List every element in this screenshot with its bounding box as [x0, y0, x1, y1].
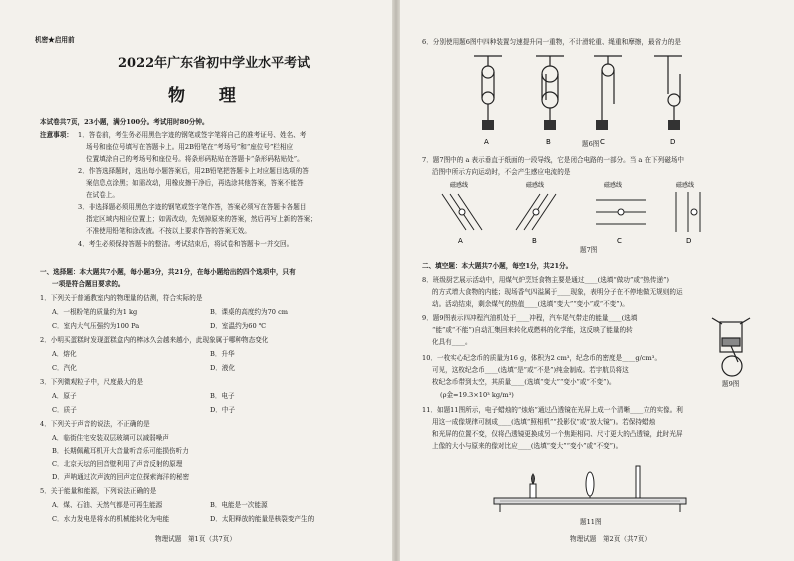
page-footer: 物理试题 第2页（共7页）: [570, 535, 651, 543]
q5-option-b: B．电能是一次能源: [210, 501, 268, 509]
question-10: 10．一枚实心纪念币的质量为16 g，体积为2 cm³，纪念币的密度是____g/cm³。: [422, 354, 662, 362]
page-1: [0, 0, 392, 561]
q1-option-b: B．课桌的高度约为70 cm: [210, 308, 289, 316]
question-2: 2．小明买蛋糕时发现蛋糕盒内的棒冰久会越来越小，此现象属于哪种物态变化: [40, 336, 269, 344]
question-4: 4．下列关于声音的说法，不正确的是: [40, 420, 150, 428]
page-2: [400, 0, 794, 561]
note-line: 位置填涂自己的考场号和座位号。将条形码粘贴在答题卡“条形码粘贴处”。: [86, 155, 304, 163]
question-10-cont: 枚纪念币带到太空，其质量____(选填“变大”“变小”或“不变”)。: [432, 378, 616, 386]
fig7-field-label: 磁感线: [676, 182, 695, 189]
question-10-cont: 可见，这枚纪念币____(选填“是”或“不是”)纯金制成。若宇航员将这: [432, 366, 629, 374]
question-7: 7．题7图中的 a 表示垂直于纸面的一段导线，它是闭合电路的一部分。当 a 在下列磁场中: [422, 156, 685, 164]
q4-option-b: B．长期佩戴耳机开大音量听音乐可能损伤听力: [52, 447, 189, 455]
question-1: 1．下列关于普通教室内的物理量的估测，符合实际的是: [40, 294, 203, 302]
exam-info: 本试卷共7页，23小题，满分100分。考试用时80分钟。: [40, 118, 209, 126]
fig11-caption: 题11图: [580, 518, 602, 526]
figure-6-pulleys: [460, 52, 720, 148]
q3-option-a: A．原子: [52, 392, 77, 400]
question-3: 3．下列微观粒子中，尺度最大的是: [40, 378, 144, 386]
note-line: 1．答卷前，考生务必用黑色字迹的钢笔或签字笔将自己的准考证号、姓名、考: [78, 131, 307, 139]
q4-option-c: C．北京天坛的回音壁利用了声音反射的原理: [52, 460, 183, 468]
q3-option-c: C．质子: [52, 406, 77, 414]
figure-7-magnetic-fields: [436, 180, 736, 246]
note-line: 案信息点涂黑；如需改动，用橡皮擦干净后，再选涂其他答案，答案不能答: [86, 179, 304, 187]
question-6: 6．分别使用题6图中四种装置匀速提升同一重物，不计滑轮重、绳重和摩擦，最省力的是: [422, 38, 681, 46]
fig6-label-d: D: [670, 138, 676, 146]
note-line: 3．非选择题必须用黑色字迹的钢笔或签字笔作答，答案必须写在答题卡各题目: [78, 203, 307, 211]
fig7-label-a: A: [458, 237, 463, 245]
question-8: 8．班级厨艺展示活动中，用煤气炉烹饪食物主要是通过____(选填“做功”或“热传递”): [422, 276, 670, 284]
q1-option-d: D．室温约为60 ℃: [210, 322, 267, 330]
q3-option-d: D．中子: [210, 406, 236, 414]
q2-option-a: A．熔化: [52, 350, 77, 358]
q2-option-c: C．汽化: [52, 364, 77, 372]
exam-title: 2022年广东省初中学业水平考试: [118, 56, 311, 71]
fig7-label-c: C: [617, 237, 622, 245]
note-line: 不准使用铅笔和涂改液。不按以上要求作答的答案无效。: [86, 227, 251, 235]
subject-title: 物 理: [168, 86, 250, 106]
question-7-cont: 沿图中所示方向运动时，不会产生感应电流的是: [432, 168, 571, 176]
notes-label: 注意事项：: [40, 131, 73, 139]
section2-heading: 二、填空题：本大题共7小题，每空1分，共21分。: [422, 262, 573, 270]
question-9: 9．题9图表示四冲程汽油机处于____冲程，汽车尾气带走的能量____(选填: [422, 314, 638, 322]
fig6-label-a: A: [484, 138, 489, 146]
fig7-label-b: B: [532, 237, 537, 245]
fig7-label-d: D: [686, 237, 692, 245]
q2-option-b: B．升华: [210, 350, 235, 358]
question-9-cont: “能”或“不能”)自动汇集回来转化成燃料的化学能，这反映了能量的转: [432, 326, 633, 334]
question-8-cont: 的方式增大食物的内能；现场香气四溢属于____现象，表明分子在不停地做无规则的运: [432, 288, 683, 296]
q4-option-d: D．声呐通过次声波的回声定位探索海洋的秘密: [52, 473, 190, 481]
figure-11-optical-bench: [490, 454, 690, 516]
note-line: 指定区域内相应位置上；如需改动，先划掉原来的答案，然后再写上新的答案；: [86, 215, 317, 223]
note-line: 在试卷上。: [86, 191, 119, 199]
section1-heading-cont: 一项是符合题目要求的。: [52, 280, 125, 288]
note-line: 4．考生必须保持答题卡的整洁。考试结束后，将试卷和答题卡一并交回。: [78, 240, 294, 248]
fig7-field-label: 磁感线: [604, 182, 623, 189]
question-8-cont: 动。活动结束，剩余煤气的热值____(选填“变大”“变小”或“不变”)。: [432, 300, 629, 308]
gold-density: (ρ金=19.3×10³ kg/m³): [440, 391, 514, 399]
fig9-caption: 题9图: [722, 380, 740, 388]
q1-option-c: C．室内大气压强约为100 Pa: [52, 322, 140, 330]
fig7-caption: 题7图: [580, 246, 598, 254]
q5-option-d: D．太阳释放的能量是核裂变产生的: [210, 515, 315, 523]
section1-heading: 一、选择题：本大题共7小题，每小题3分，共21分，在每小题给出的四个选项中，只有: [40, 268, 296, 276]
question-11-cont: 用这一成像规律可制成____(选填“照相机”“投影仪”或“放大镜”)。若保持蜡烛: [432, 418, 656, 426]
q1-option-a: A．一根粉笔的质量约为1 kg: [52, 308, 138, 316]
question-11-cont: 和光屏的位置不变，仅将凸透镜更换成另一个焦距相同、尺寸更大的凸透镜，此时光屏: [432, 430, 683, 438]
fig7-field-label: 磁感线: [450, 182, 469, 189]
question-11: 11．如题11图所示，电子蜡烛的“烛焰”通过凸透镜在光屏上成一个清晰____立的实像。利: [422, 406, 683, 414]
q5-option-a: A．煤、石油、天然气都是可再生能源: [52, 501, 163, 509]
q5-option-c: C．水力发电是将水的机械能转化为电能: [52, 515, 170, 523]
fig6-label-c: C: [600, 138, 605, 146]
fig6-label-b: B: [546, 138, 551, 146]
page-fold: [392, 0, 400, 561]
question-11-cont: 上像的大小与原来的像对比应____(选填“变大”“变小”或“不变”)。: [432, 442, 623, 450]
confidential-mark: 机密★启用前: [35, 36, 75, 44]
fig7-field-label: 磁感线: [526, 182, 545, 189]
q2-option-d: D．液化: [210, 364, 236, 372]
question-9-cont: 化具有____。: [432, 338, 472, 346]
page-footer: 物理试题 第1页（共7页）: [155, 535, 236, 543]
figure-9-engine: [708, 312, 758, 382]
q4-option-a: A．临街住宅安装双层玻璃可以减弱噪声: [52, 434, 169, 442]
fig6-caption: 题6图: [582, 140, 600, 148]
note-line: 2．作答选择题时，选出每小题答案后，用2B铅笔把答题卡上对应题目选项的答: [78, 167, 309, 175]
q3-option-b: B．电子: [210, 392, 235, 400]
question-5: 5．关于能量和能源，下列说法正确的是: [40, 487, 157, 495]
note-line: 场号和座位号填写在答题卡上。用2B铅笔在“考场号”和“座位号”栏相应: [86, 143, 294, 151]
